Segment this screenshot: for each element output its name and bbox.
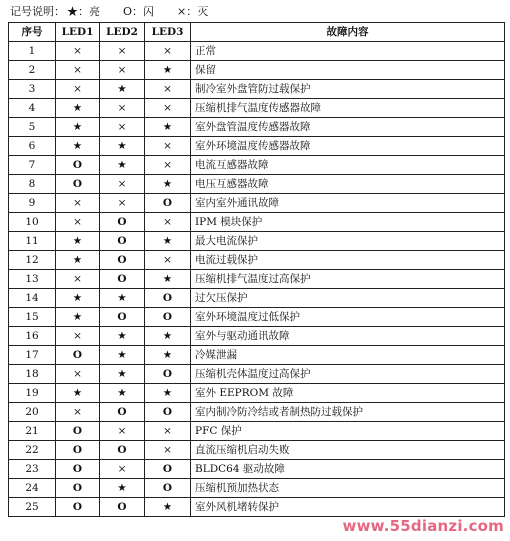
led2-state: × (100, 118, 145, 137)
row-index: 13 (9, 270, 56, 289)
row-index: 18 (9, 365, 56, 384)
led3-state: O (145, 479, 191, 498)
fault-description: 室外 EEPROM 故障 (191, 384, 505, 403)
led2-state: ★ (100, 156, 145, 175)
fault-description: 制冷室外盘管防过载保护 (191, 80, 505, 99)
fault-description: 室外与驱动通讯故障 (191, 327, 505, 346)
table-row (9, 194, 505, 213)
fault-description: 室内室外通讯故障 (191, 194, 505, 213)
table-row (9, 251, 505, 270)
led3-state: O (145, 289, 191, 308)
row-index: 12 (9, 251, 56, 270)
led1-state: O (56, 479, 100, 498)
row-index: 24 (9, 479, 56, 498)
led2-state: × (100, 175, 145, 194)
fault-description: 过欠压保护 (191, 289, 505, 308)
led2-state: O (100, 498, 145, 517)
table-row (9, 327, 505, 346)
legend-line (10, 4, 210, 20)
fault-description: 室内制冷防冷结或者制热防过载保护 (191, 403, 505, 422)
row-index: 21 (9, 422, 56, 441)
header-led2: LED2 (100, 23, 145, 42)
table-row (9, 365, 505, 384)
led2-state: O (100, 403, 145, 422)
led3-state: ★ (145, 346, 191, 365)
led1-state: ★ (56, 308, 100, 327)
led3-state: ★ (145, 384, 191, 403)
table-row (9, 403, 505, 422)
led3-state: ★ (145, 61, 191, 80)
led2-state: O (100, 270, 145, 289)
table-row (9, 42, 505, 61)
legend-circle-meaning: O：闪 (122, 5, 155, 18)
row-index: 17 (9, 346, 56, 365)
led1-state: ★ (56, 384, 100, 403)
led1-state: × (56, 270, 100, 289)
led2-state: × (100, 99, 145, 118)
table-row (9, 441, 505, 460)
table-row (9, 346, 505, 365)
led3-state: × (145, 422, 191, 441)
row-index: 8 (9, 175, 56, 194)
table-row (9, 61, 505, 80)
row-index: 6 (9, 137, 56, 156)
led1-state: O (56, 175, 100, 194)
led2-state: ★ (100, 327, 145, 346)
led2-state: ★ (100, 289, 145, 308)
row-index: 4 (9, 99, 56, 118)
led3-state: ★ (145, 118, 191, 137)
led1-state: × (56, 403, 100, 422)
table-row (9, 289, 505, 308)
led1-state: × (56, 42, 100, 61)
led3-state: × (145, 137, 191, 156)
led1-state: × (56, 213, 100, 232)
row-index: 14 (9, 289, 56, 308)
header-led1: LED1 (56, 23, 100, 42)
table-row (9, 479, 505, 498)
led3-state: O (145, 194, 191, 213)
table-row (9, 460, 505, 479)
led1-state: × (56, 327, 100, 346)
led2-state: ★ (100, 479, 145, 498)
fault-description: IPM 模块保护 (191, 213, 505, 232)
led1-state: × (56, 61, 100, 80)
led3-state: O (145, 365, 191, 384)
row-index: 16 (9, 327, 56, 346)
led3-state: O (145, 308, 191, 327)
site-watermark: www.55dianzi.com (342, 517, 504, 535)
fault-description: 压缩机排气温度过高保护 (191, 270, 505, 289)
table-row (9, 232, 505, 251)
led1-state: ★ (56, 99, 100, 118)
table-row (9, 137, 505, 156)
row-index: 10 (9, 213, 56, 232)
header-led3: LED3 (145, 23, 191, 42)
row-index: 23 (9, 460, 56, 479)
led1-state: O (56, 498, 100, 517)
row-index: 1 (9, 42, 56, 61)
led1-state: ★ (56, 289, 100, 308)
row-index: 22 (9, 441, 56, 460)
fault-description: 室外盘管温度传感器故障 (191, 118, 505, 137)
led3-state: ★ (145, 270, 191, 289)
table-row (9, 498, 505, 517)
led1-state: × (56, 80, 100, 99)
row-index: 5 (9, 118, 56, 137)
legend-cross-meaning: ×：灭 (177, 5, 209, 18)
table-row (9, 270, 505, 289)
led2-state: ★ (100, 137, 145, 156)
fault-description: 正常 (191, 42, 505, 61)
led2-state: × (100, 422, 145, 441)
fault-description: 电流互感器故障 (191, 156, 505, 175)
led3-state: ★ (145, 327, 191, 346)
led1-state: × (56, 194, 100, 213)
led3-state: O (145, 403, 191, 422)
led1-state: ★ (56, 251, 100, 270)
led1-state: O (56, 156, 100, 175)
fault-description: 直流压缩机启动失败 (191, 441, 505, 460)
legend-prefix: 记号说明： (10, 5, 65, 18)
row-index: 9 (9, 194, 56, 213)
fault-description: 室外风机堵转保护 (191, 498, 505, 517)
row-index: 25 (9, 498, 56, 517)
row-index: 3 (9, 80, 56, 99)
fault-description: 压缩机预加热状态 (191, 479, 505, 498)
led2-state: × (100, 194, 145, 213)
table-body (9, 42, 505, 517)
table-row (9, 118, 505, 137)
fault-description: 室外环境温度过低保护 (191, 308, 505, 327)
fault-description: PFC 保护 (191, 422, 505, 441)
fault-description: 室外环境温度传感器故障 (191, 137, 505, 156)
led1-state: O (56, 460, 100, 479)
led2-state: ★ (100, 80, 145, 99)
led3-state: × (145, 441, 191, 460)
fault-description: 压缩机排气温度传感器故障 (191, 99, 505, 118)
legend-star-meaning: ★：亮 (67, 5, 100, 18)
led3-state: ★ (145, 232, 191, 251)
led2-state: O (100, 308, 145, 327)
fault-description: BLDC64 驱动故障 (191, 460, 505, 479)
led3-state: ★ (145, 175, 191, 194)
led2-state: × (100, 61, 145, 80)
table-row (9, 175, 505, 194)
table-row (9, 80, 505, 99)
led1-state: ★ (56, 137, 100, 156)
header-fault-content: 故障内容 (191, 23, 505, 42)
table-row (9, 422, 505, 441)
led2-state: × (100, 42, 145, 61)
led1-state: ★ (56, 232, 100, 251)
fault-description: 电压互感器故障 (191, 175, 505, 194)
fault-description: 电流过载保护 (191, 251, 505, 270)
fault-description: 冷媒泄漏 (191, 346, 505, 365)
led1-state: ★ (56, 118, 100, 137)
row-index: 11 (9, 232, 56, 251)
led2-state: ★ (100, 346, 145, 365)
fault-description: 最大电流保护 (191, 232, 505, 251)
header-index: 序号 (9, 23, 56, 42)
led2-state: O (100, 251, 145, 270)
row-index: 19 (9, 384, 56, 403)
led3-state: × (145, 251, 191, 270)
fault-description: 压缩机壳体温度过高保护 (191, 365, 505, 384)
fault-description: 保留 (191, 61, 505, 80)
table-row (9, 213, 505, 232)
table-row (9, 384, 505, 403)
row-index: 20 (9, 403, 56, 422)
led3-state: O (145, 460, 191, 479)
table-row (9, 99, 505, 118)
led3-state: × (145, 99, 191, 118)
led1-state: O (56, 422, 100, 441)
table-header-row (9, 23, 505, 42)
led2-state: ★ (100, 365, 145, 384)
led3-state: ★ (145, 498, 191, 517)
led2-state: ★ (100, 384, 145, 403)
led3-state: × (145, 156, 191, 175)
led2-state: O (100, 441, 145, 460)
led3-state: × (145, 42, 191, 61)
led2-state: × (100, 460, 145, 479)
led2-state: O (100, 232, 145, 251)
led1-state: O (56, 346, 100, 365)
row-index: 15 (9, 308, 56, 327)
led3-state: × (145, 213, 191, 232)
led1-state: O (56, 441, 100, 460)
led3-state: × (145, 80, 191, 99)
row-index: 2 (9, 61, 56, 80)
table-row (9, 156, 505, 175)
led1-state: × (56, 365, 100, 384)
fault-code-table (8, 22, 505, 517)
table-row (9, 308, 505, 327)
row-index: 7 (9, 156, 56, 175)
led2-state: O (100, 213, 145, 232)
